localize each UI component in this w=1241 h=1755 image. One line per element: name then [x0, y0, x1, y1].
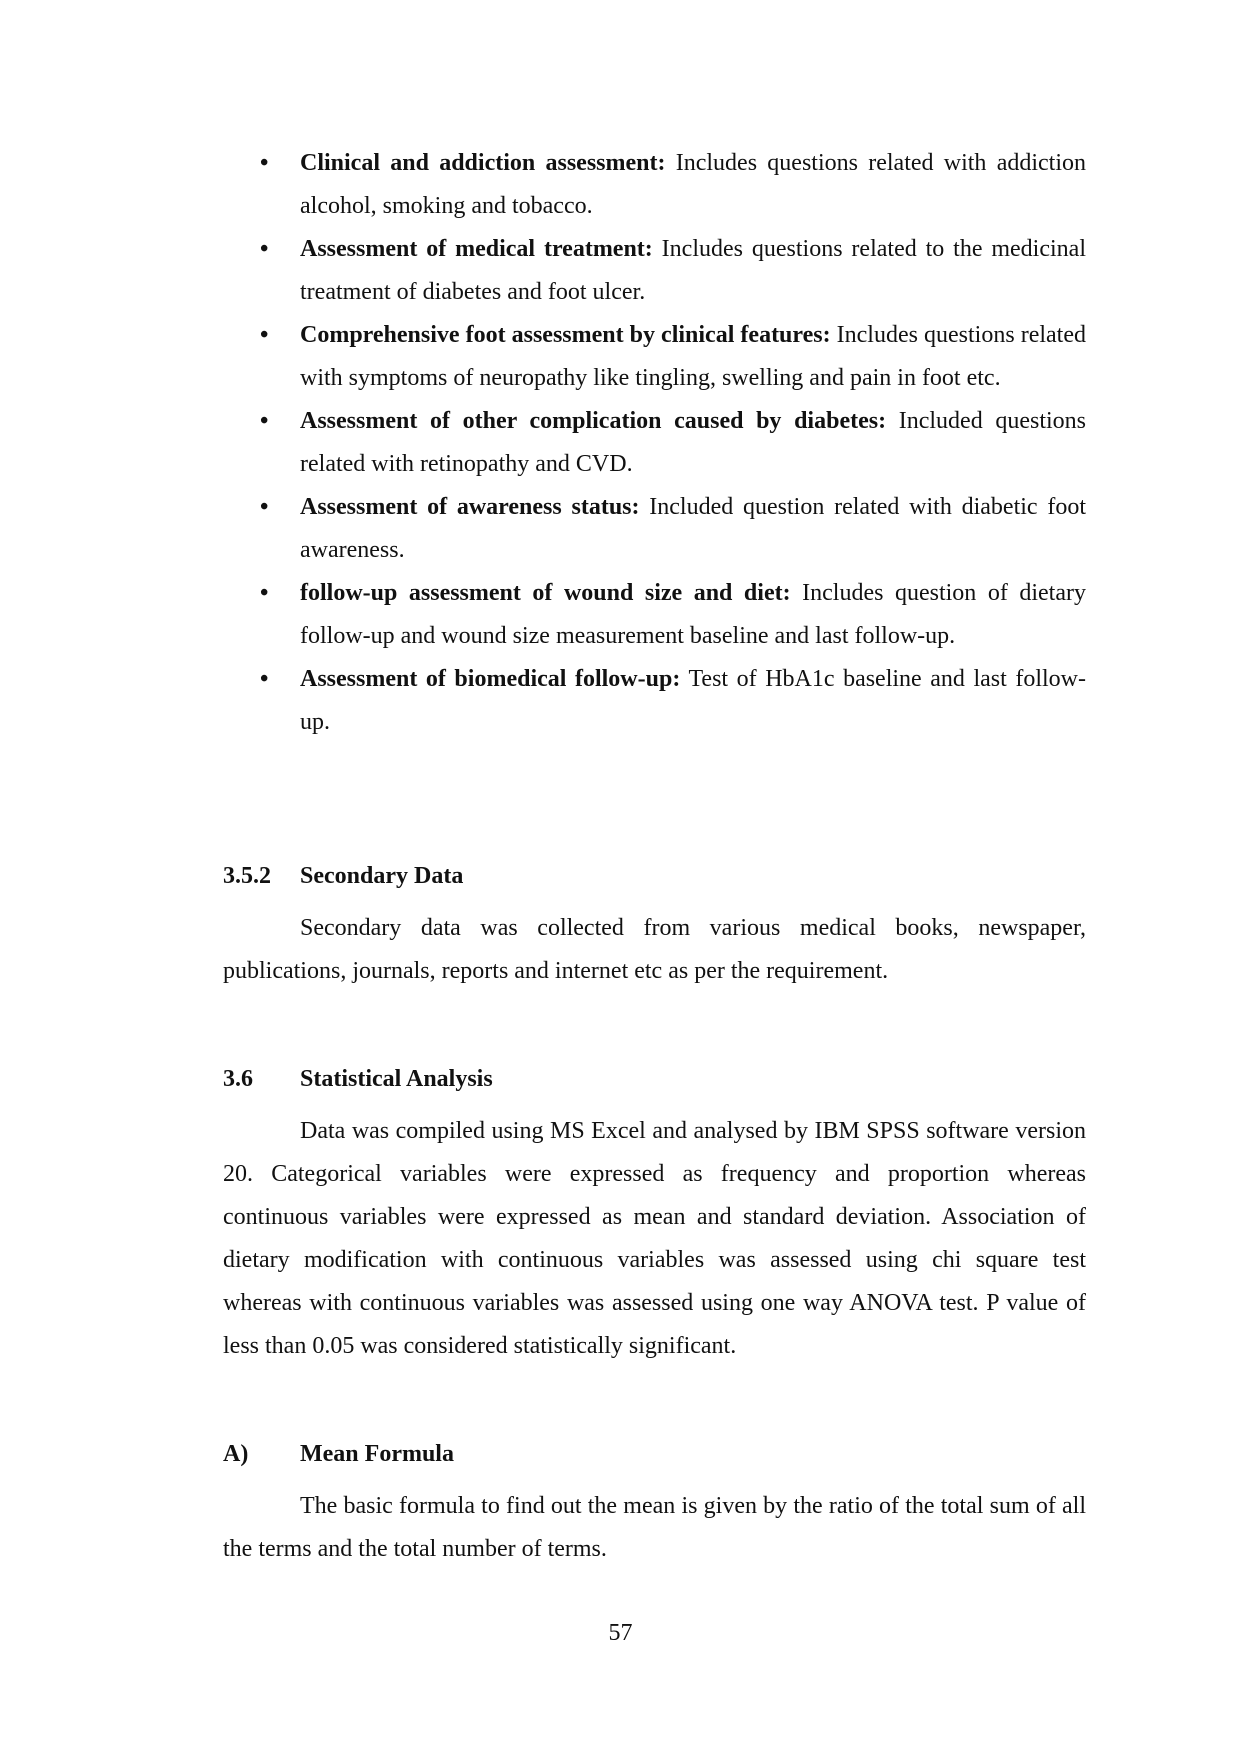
- bullet-item: [260, 572, 1086, 658]
- bullet-title: Comprehensive foot assessment by clinical features:: [300, 322, 831, 348]
- bullet-text: Includes question of dietary follow-up and wound size measurement baseline and last follow-up.: [300, 580, 1086, 649]
- bullet-item: [260, 486, 1086, 572]
- bullet-icon: •: [260, 580, 269, 606]
- bullet-icon: •: [260, 666, 269, 692]
- bullet-text: Includes questions related with addiction alcohol, smoking and tobacco.: [300, 150, 1086, 219]
- bullet-text: Includes questions related with symptoms of neuropathy like tingling, swelling and pain in foot etc.: [300, 322, 1086, 391]
- bullet-title: Assessment of awareness status:: [300, 494, 640, 520]
- bullet-icon: •: [260, 322, 269, 348]
- section-heading-mean-formula: [223, 1433, 454, 1476]
- bullet-text: Included question related with diabetic foot awareness.: [300, 494, 1086, 563]
- statistical-analysis-paragraph: Data was compiled using MS Excel and analysed by IBM SPSS software version 20. Categorical variables were expressed as frequency and proportion whereas continuous variables were expressed as mean and standard deviation. Association of dietary modification with continuous variables was assessed using chi square test whereas with continuous variables was assessed using one way ANOVA test. P value of less than 0.05 was considered statistically significant.: [223, 1118, 1086, 1359]
- bullet-text: Test of HbA1c baseline and last follow-up.: [300, 666, 1086, 735]
- section-title: Secondary Data: [300, 863, 464, 889]
- bullet-text: Includes questions related to the medicinal treatment of diabetes and foot ulcer.: [300, 236, 1086, 305]
- page-number: 57: [608, 1620, 633, 1646]
- section-heading-statistical-analysis: [223, 1058, 493, 1101]
- bullet-item: [260, 400, 1086, 486]
- secondary-data-paragraph: Secondary data was collected from various medical books, newspaper, publications, journals, reports and internet etc as per the requirement.: [223, 915, 1086, 984]
- bullet-title: Assessment of other complication caused by diabetes:: [300, 408, 887, 434]
- bullet-title: Assessment of medical treatment:: [300, 236, 653, 262]
- section-number: 3.6: [223, 1066, 253, 1092]
- section-number: 3.5.2: [223, 863, 271, 889]
- section-heading-secondary-data: [223, 855, 463, 898]
- bullet-title: Clinical and addiction assessment:: [300, 150, 666, 176]
- bullet-item: [260, 142, 1086, 228]
- section-title: Mean Formula: [300, 1441, 454, 1467]
- bullet-item: [260, 228, 1086, 314]
- bullet-text: Included questions related with retinopathy and CVD.: [300, 408, 1086, 477]
- bullet-icon: •: [260, 494, 269, 520]
- bullet-icon: •: [260, 236, 269, 262]
- bullet-title: Assessment of biomedical follow-up:: [300, 666, 681, 692]
- bullet-title: follow-up assessment of wound size and diet:: [300, 580, 791, 606]
- bullet-icon: •: [260, 150, 269, 176]
- bullet-icon: •: [260, 408, 269, 434]
- section-title: Statistical Analysis: [300, 1066, 493, 1092]
- mean-formula-paragraph: The basic formula to find out the mean is given by the ratio of the total sum of all the terms and the total number of terms.: [223, 1493, 1086, 1562]
- bullet-item: [260, 314, 1086, 400]
- section-number: A): [223, 1441, 249, 1467]
- bullet-item: [260, 658, 1086, 744]
- assessment-bullet-list: [0, 142, 1241, 744]
